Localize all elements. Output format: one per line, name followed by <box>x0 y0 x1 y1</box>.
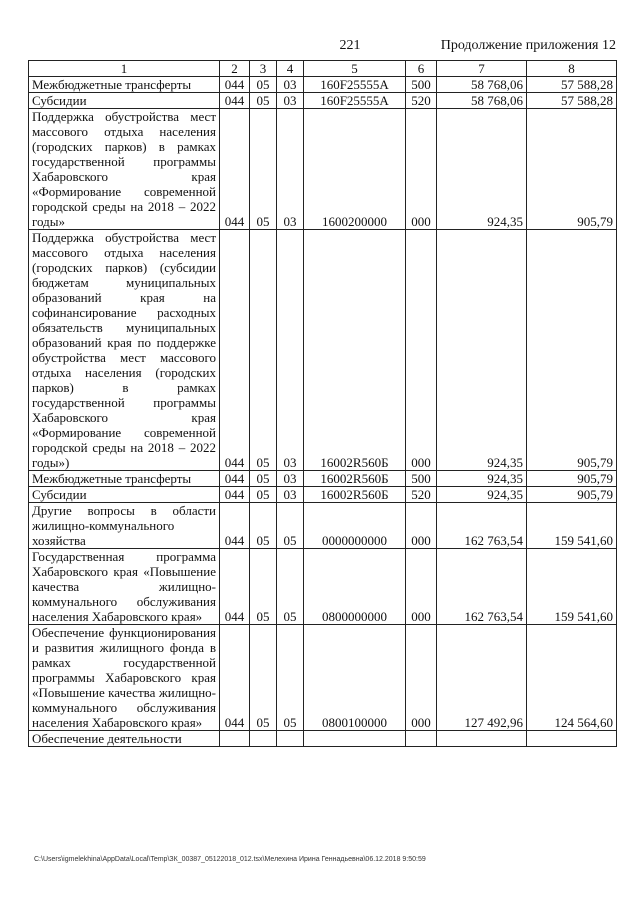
row-name: Поддержка обустройства мест массового отдыха населения (городских парков) в рамках государственной программы Хабаровского края «Формирование современной городской среды на 2018 – 2022 годы» <box>29 109 220 230</box>
file-path-footer: C:\Users\igmelekhina\AppData\Local\Temp\ЗК_00387_05122018_012.tsx\Мелехина Ирина Геннадьевна\06.12.2018 9:50:59 <box>34 856 426 863</box>
cell-code <box>220 731 250 747</box>
table-row <box>29 109 617 230</box>
cell-amount-2: 57 588,28 <box>527 93 617 109</box>
table-row <box>29 503 617 549</box>
cell-subsection: 05 <box>277 549 304 625</box>
row-name: Другие вопросы в области жилищно-коммунального хозяйства <box>29 503 220 549</box>
cell-section: 05 <box>250 471 277 487</box>
cell-subsection: 03 <box>277 77 304 93</box>
cell-amount-2: 57 588,28 <box>527 77 617 93</box>
row-name: Субсидии <box>29 487 220 503</box>
cell-section: 05 <box>250 625 277 731</box>
cell-expense-type: 520 <box>406 93 437 109</box>
row-name: Поддержка обустройства мест массового отдыха населения (городских парков) (субсидии бюджетам муниципальных образований края на софинансирование расходных обязательств муниципальных образований края по поддержке обустройства мест массового отдыха населения (городских парков) в рамках государственной программы Хабаровского края «Формирование современной городской среды на 2018 – 2022 годы») <box>29 230 220 471</box>
cell-target-article: 0800000000 <box>304 549 406 625</box>
cell-code: 044 <box>220 625 250 731</box>
cell-section: 05 <box>250 549 277 625</box>
table-row <box>29 77 617 93</box>
cell-amount-2: 159 541,60 <box>527 549 617 625</box>
cell-amount-2: 905,79 <box>527 109 617 230</box>
column-header: 4 <box>277 61 304 77</box>
column-header: 1 <box>29 61 220 77</box>
cell-code: 044 <box>220 549 250 625</box>
column-header: 2 <box>220 61 250 77</box>
cell-subsection <box>277 731 304 747</box>
cell-amount-2: 905,79 <box>527 487 617 503</box>
cell-amount-2: 905,79 <box>527 471 617 487</box>
cell-subsection: 05 <box>277 625 304 731</box>
cell-section: 05 <box>250 487 277 503</box>
cell-amount-1: 58 768,06 <box>437 77 527 93</box>
column-header: 5 <box>304 61 406 77</box>
row-name: Обеспечение функционирования и развития жилищного фонда в рамках государственной программы Хабаровского края «Повышение качества жилищно-коммунального обслуживания населения Хабаровского края» <box>29 625 220 731</box>
table-row <box>29 230 617 471</box>
cell-code: 044 <box>220 230 250 471</box>
cell-section: 05 <box>250 77 277 93</box>
cell-amount-1: 924,35 <box>437 230 527 471</box>
cell-subsection: 03 <box>277 471 304 487</box>
cell-target-article: 1600200000 <box>304 109 406 230</box>
cell-subsection: 03 <box>277 109 304 230</box>
table-row <box>29 471 617 487</box>
cell-expense-type: 520 <box>406 487 437 503</box>
cell-expense-type: 000 <box>406 625 437 731</box>
cell-code: 044 <box>220 503 250 549</box>
row-name: Обеспечение деятельности <box>29 731 220 747</box>
cell-expense-type: 000 <box>406 503 437 549</box>
cell-target-article: 16002R560Б <box>304 471 406 487</box>
row-name: Межбюджетные трансферты <box>29 77 220 93</box>
cell-target-article: 0000000000 <box>304 503 406 549</box>
cell-expense-type: 000 <box>406 549 437 625</box>
column-header: 3 <box>250 61 277 77</box>
cell-code: 044 <box>220 109 250 230</box>
cell-subsection: 03 <box>277 93 304 109</box>
table-row <box>29 731 617 747</box>
cell-section: 05 <box>250 503 277 549</box>
cell-amount-1 <box>437 731 527 747</box>
cell-amount-1: 924,35 <box>437 487 527 503</box>
continuation-label: Продолжение приложения 12 <box>440 38 616 53</box>
column-header: 8 <box>527 61 617 77</box>
cell-code: 044 <box>220 471 250 487</box>
cell-amount-2: 905,79 <box>527 230 617 471</box>
cell-target-article: 160F25555A <box>304 93 406 109</box>
cell-expense-type: 500 <box>406 77 437 93</box>
cell-section: 05 <box>250 93 277 109</box>
cell-code: 044 <box>220 77 250 93</box>
cell-amount-2 <box>527 731 617 747</box>
budget-table <box>28 60 617 747</box>
cell-amount-1: 127 492,96 <box>437 625 527 731</box>
cell-section: 05 <box>250 109 277 230</box>
cell-amount-1: 162 763,54 <box>437 503 527 549</box>
table-row <box>29 625 617 731</box>
table-row <box>29 549 617 625</box>
column-header: 7 <box>437 61 527 77</box>
cell-target-article: 160F25555A <box>304 77 406 93</box>
cell-code: 044 <box>220 487 250 503</box>
row-name: Субсидии <box>29 93 220 109</box>
cell-amount-1: 162 763,54 <box>437 549 527 625</box>
header-row <box>29 61 617 77</box>
cell-amount-1: 58 768,06 <box>437 93 527 109</box>
cell-target-article: 16002R560Б <box>304 230 406 471</box>
cell-amount-1: 924,35 <box>437 471 527 487</box>
cell-target-article: 0800100000 <box>304 625 406 731</box>
cell-amount-1: 924,35 <box>437 109 527 230</box>
cell-target-article: 16002R560Б <box>304 487 406 503</box>
column-header: 6 <box>406 61 437 77</box>
row-name: Государственная программа Хабаровского края «Повышение качества жилищно-коммунального обслуживания населения Хабаровского края» <box>29 549 220 625</box>
table-row <box>29 93 617 109</box>
cell-amount-2: 124 564,60 <box>527 625 617 731</box>
cell-code: 044 <box>220 93 250 109</box>
cell-section <box>250 731 277 747</box>
cell-expense-type: 000 <box>406 230 437 471</box>
cell-amount-2: 159 541,60 <box>527 503 617 549</box>
cell-subsection: 03 <box>277 487 304 503</box>
table-row <box>29 487 617 503</box>
cell-subsection: 05 <box>277 503 304 549</box>
cell-expense-type: 000 <box>406 109 437 230</box>
cell-expense-type: 500 <box>406 471 437 487</box>
cell-subsection: 03 <box>277 230 304 471</box>
row-name: Межбюджетные трансферты <box>29 471 220 487</box>
cell-section: 05 <box>250 230 277 471</box>
cell-target-article <box>304 731 406 747</box>
cell-expense-type <box>406 731 437 747</box>
page-number: 221 <box>339 38 361 53</box>
